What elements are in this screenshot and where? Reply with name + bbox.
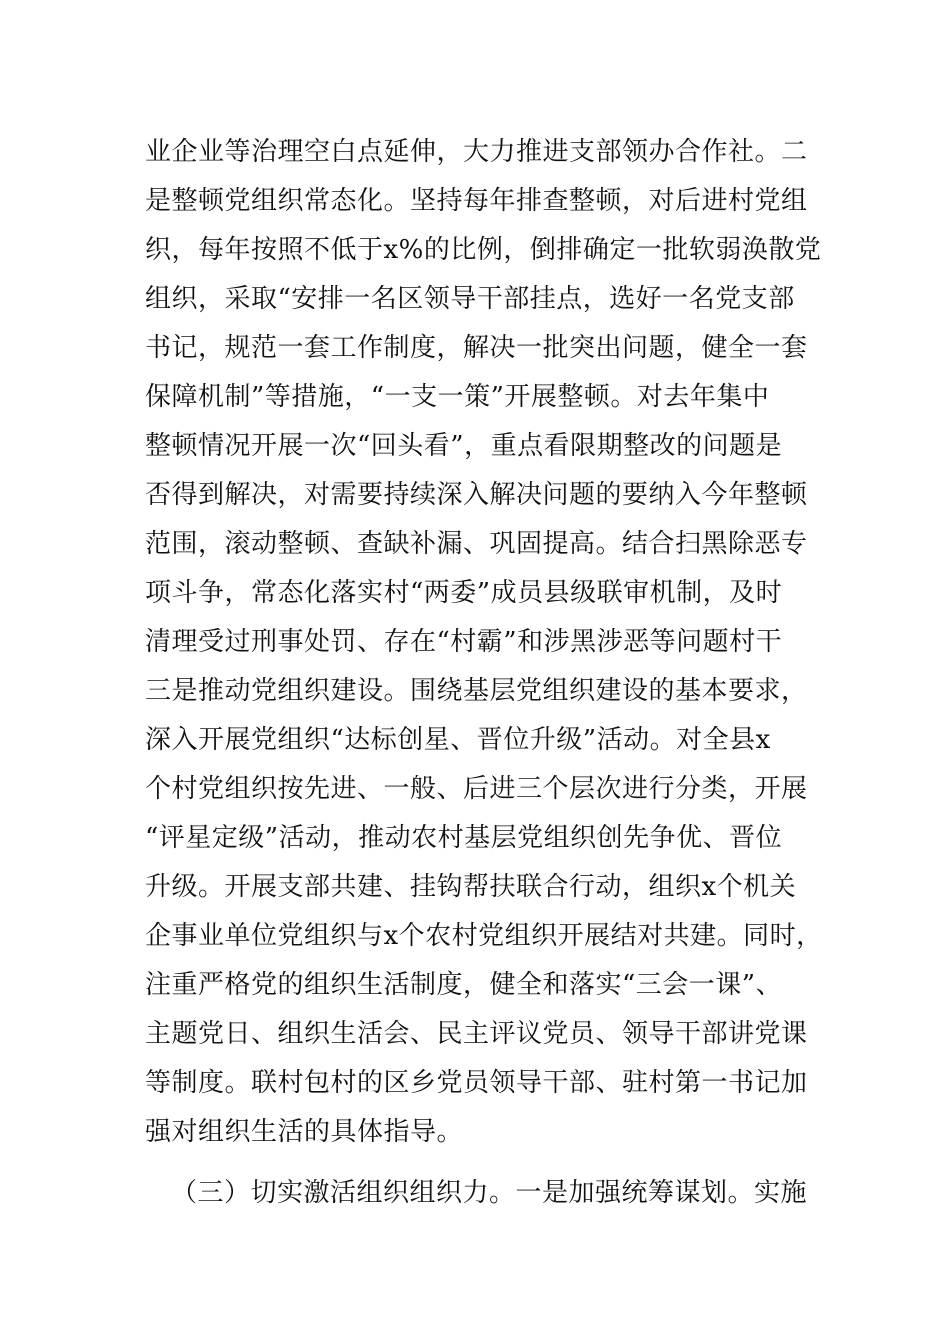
text-line-21: 强对组织生活的具体指导。 <box>145 1117 464 1147</box>
text-line-13: 深入开展党组织“达标创星、晋位升级”活动。对全县x <box>145 725 771 755</box>
text-line-10: 项斗争，常态化落实村“两委”成员县级联审机制，及时 <box>145 578 783 608</box>
text-line-18: 注重严格党的组织生活制度，健全和落实“三会一课”、 <box>145 970 783 1000</box>
text-line-9: 范围，滚动整顿、查缺补漏、巩固提高。结合扫黑除恶专 <box>145 529 808 559</box>
text-line-8: 否得到解决，对需要持续深入解决问题的要纳入今年整顿 <box>145 480 808 510</box>
text-line-15: “评星定级”活动，推动农村基层党组织创先争优、晋位 <box>145 823 783 853</box>
text-line-19: 主题党日、组织生活会、民主评议党员、领导干部讲党课 <box>145 1019 808 1049</box>
text-line-3: 织，每年按照不低于x%的比例，倒排确定一批软弱涣散党 <box>145 235 822 265</box>
text-line-7: 整顿情况开展一次“回头看”，重点看限期整改的问题是 <box>145 431 783 461</box>
text-line-12: 三是推动党组织建设。围绕基层党组织建设的基本要求， <box>145 676 808 706</box>
text-line-2: 是整顿党组织常态化。坚持每年排查整顿，对后进村党组 <box>145 186 808 216</box>
text-line-14: 个村党组织按先进、一般、后进三个层次进行分类，开展 <box>145 774 808 804</box>
text-line-11: 清理受过刑事处罚、存在“村霸”和涉黑涉恶等问题村干 <box>145 627 783 657</box>
text-line-17: 企事业单位党组织与x个农村党组织开展结对共建。同时， <box>145 921 823 951</box>
text-line-6: 保障机制”等措施，“一支一策”开展整顿。对去年集中 <box>145 382 770 412</box>
body-text <box>145 128 825 1218</box>
text-line-16: 升级。开展支部共建、挂钩帮扶联合行动，组织x个机关 <box>145 872 797 902</box>
section-heading: （三）切实激活组织组织力。一是加强统筹谋划。实施 <box>171 1178 808 1208</box>
text-line-1: 业企业等治理空白点延伸，大力推进支部领办合作社。二 <box>145 137 808 167</box>
text-line-20: 等制度。联村包村的区乡党员领导干部、驻村第一书记加 <box>145 1068 808 1098</box>
text-line-5: 书记，规范一套工作制度，解决一批突出问题，健全一套 <box>145 333 808 363</box>
text-line-4: 组织，采取“安排一名区领导干部挂点，选好一名党支部 <box>145 284 795 314</box>
